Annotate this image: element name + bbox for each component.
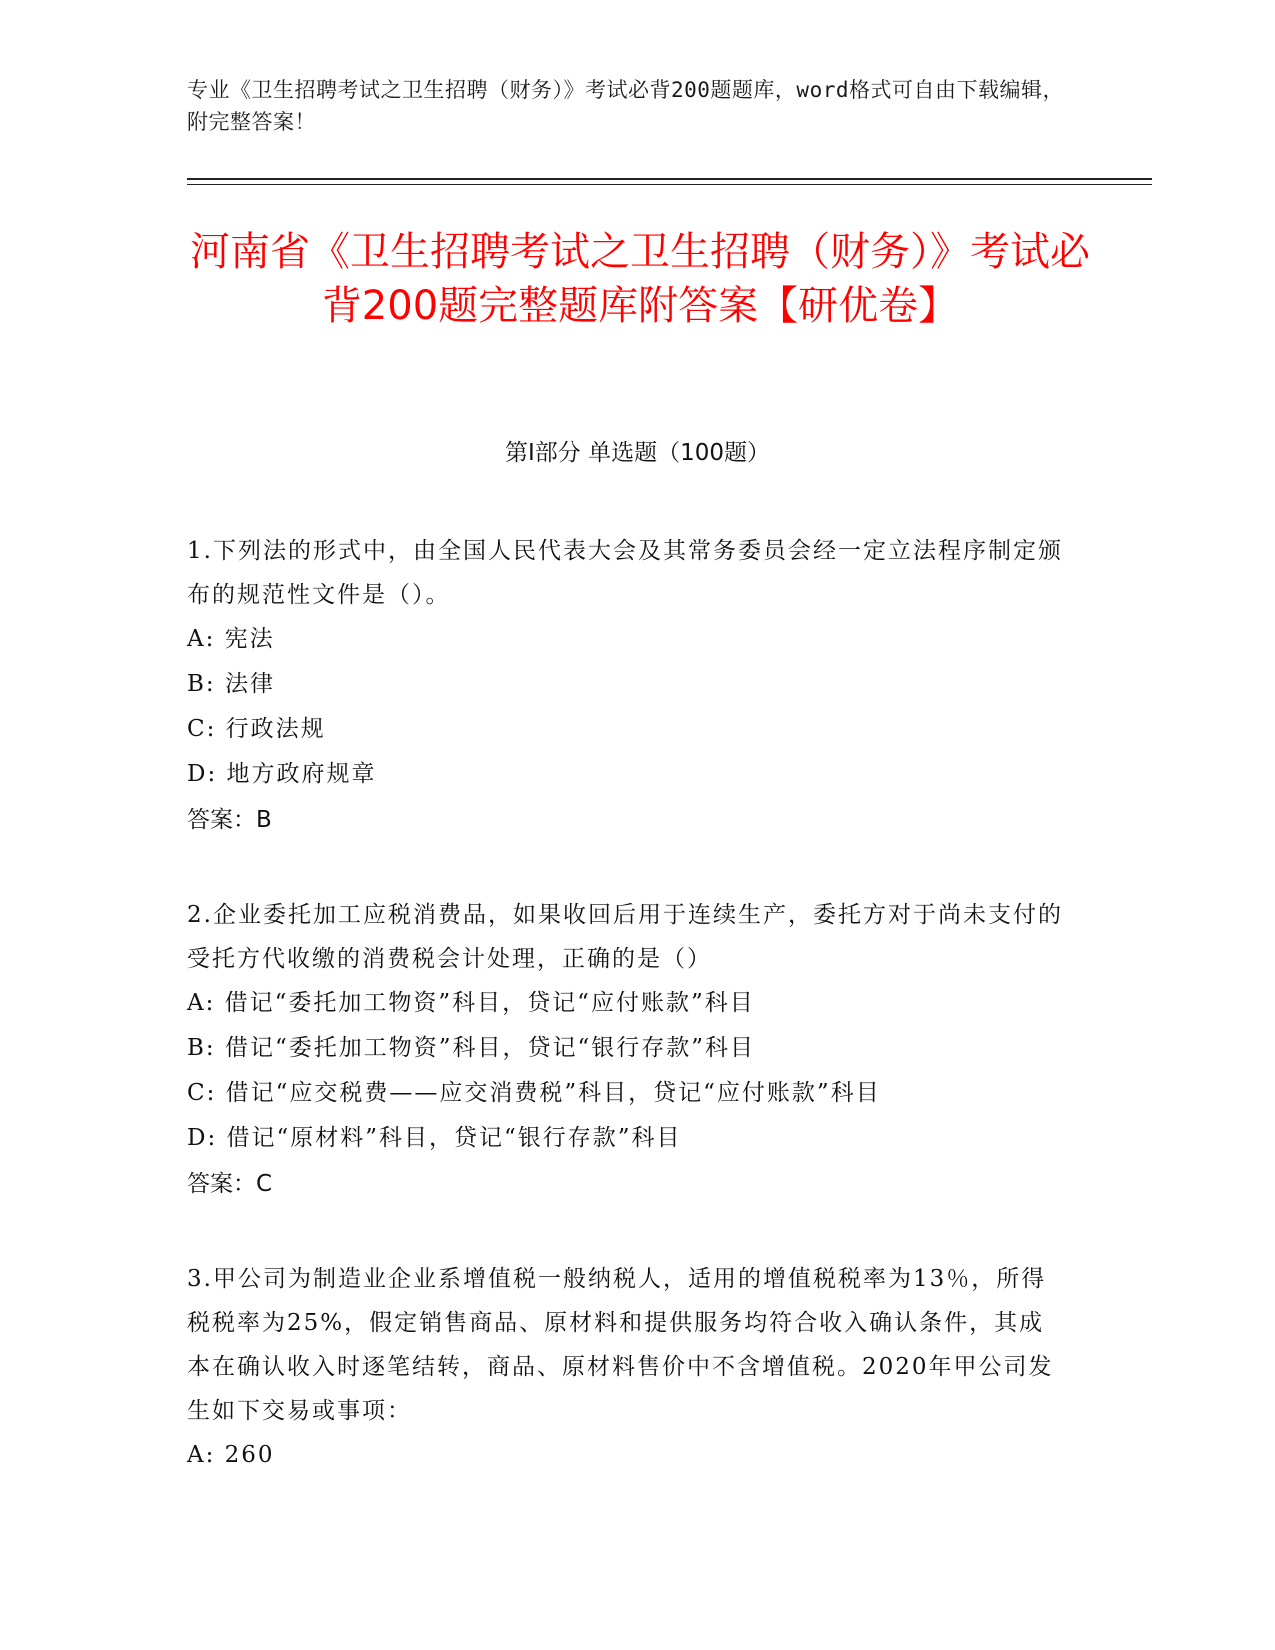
question-stem: 2.企业委托加工应税消费品，如果收回后用于连续生产，委托方对于尚未支付的受托方代收缴的消费税会计处理，正确的是（） (187, 902, 1063, 972)
header-rule-thick (187, 178, 1152, 180)
option-d: D: 地方政府规章 (187, 761, 377, 787)
option-b: B: 法律 (187, 671, 275, 697)
question-list (187, 529, 1067, 1528)
header-note: 专业《卫生招聘考试之卫生招聘（财务）》考试必背200题题库，word格式可自由下载编辑，附完整答案！ (187, 78, 1064, 134)
answer: 答案：B (187, 807, 272, 833)
option-a: A: 借记“委托加工物资”科目，贷记“应付账款”科目 (187, 990, 755, 1016)
option-b: B: 借记“委托加工物资”科目，贷记“银行存款”科目 (187, 1035, 755, 1061)
header-rule-thin (187, 184, 1152, 185)
question-1 (187, 529, 1067, 843)
question-stem: 3.甲公司为制造业企业系增值税一般纳税人，适用的增值税税率为13％，所得税税率为25%，假定销售商品、原材料和提供服务均符合收入确认条件，其成本在确认收入时逐笔结转，商品、原材料售价中不含增值税。2020年甲公司发生如下交易或事项： (187, 1266, 1054, 1424)
section-heading: 第I部分 单选题（100题） (505, 440, 770, 466)
question-2 (187, 893, 1067, 1207)
option-a: A: 260 (187, 1442, 275, 1468)
answer: 答案：C (187, 1171, 273, 1197)
document-title: 河南省《卫生招聘考试之卫生招聘（财务）》考试必背200题完整题库附答案【研优卷】 (190, 229, 1090, 329)
option-a: A: 宪法 (187, 626, 275, 652)
option-c: C: 行政法规 (187, 716, 326, 742)
option-d: D: 借记“原材料”科目，贷记“银行存款”科目 (187, 1125, 682, 1151)
question-3 (187, 1257, 1067, 1478)
option-c: C: 借记“应交税费——应交消费税”科目，贷记“应付账款”科目 (187, 1080, 881, 1106)
question-stem: 1.下列法的形式中，由全国人民代表大会及其常务委员会经一定立法程序制定颁布的规范性文件是（）。 (187, 538, 1063, 608)
